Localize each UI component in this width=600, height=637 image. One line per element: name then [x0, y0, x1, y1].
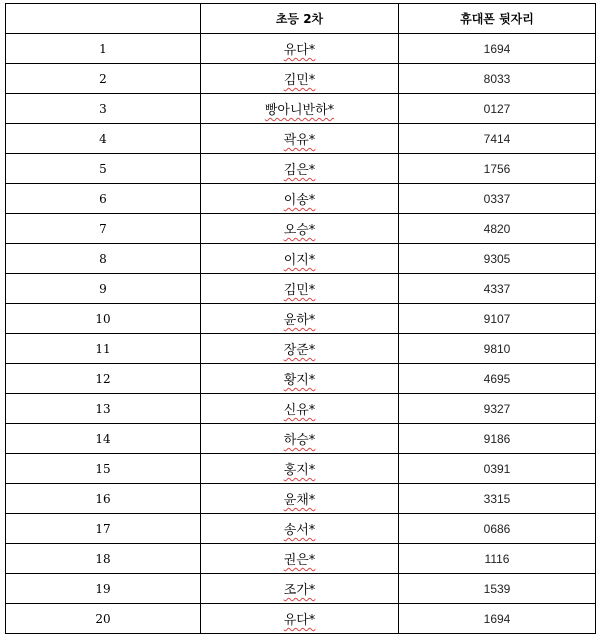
table-row [6, 154, 596, 184]
row-name: 장준* [283, 343, 316, 358]
row-name: 빵아니반하* [264, 103, 335, 118]
row-phone: 0686 [399, 514, 596, 544]
table-header-row [6, 4, 596, 34]
row-phone: 4695 [399, 364, 596, 394]
row-phone: 0337 [399, 184, 596, 214]
row-name-cell [201, 514, 399, 544]
table-row [6, 334, 596, 364]
table-row [6, 544, 596, 574]
row-number: 9 [6, 274, 201, 304]
header-phone: 휴대폰 뒷자리 [399, 4, 596, 34]
header-number [6, 4, 201, 34]
row-number: 17 [6, 514, 201, 544]
row-name-cell [201, 214, 399, 244]
row-phone: 4337 [399, 274, 596, 304]
row-number: 6 [6, 184, 201, 214]
row-phone: 9327 [399, 394, 596, 424]
row-number: 15 [6, 454, 201, 484]
row-name-cell [201, 34, 399, 64]
winners-table [5, 3, 596, 634]
table-row [6, 304, 596, 334]
table-row [6, 484, 596, 514]
table-row [6, 394, 596, 424]
row-phone: 9305 [399, 244, 596, 274]
header-name: 초등 2차 [201, 4, 399, 34]
row-name-cell [201, 94, 399, 124]
row-name: 이지* [283, 253, 316, 268]
table-row [6, 34, 596, 64]
row-name: 곽유* [283, 133, 316, 148]
row-phone: 7414 [399, 124, 596, 154]
row-number: 14 [6, 424, 201, 454]
row-number: 19 [6, 574, 201, 604]
row-name-cell [201, 124, 399, 154]
row-number: 5 [6, 154, 201, 184]
row-name: 조가* [283, 583, 316, 598]
row-number: 12 [6, 364, 201, 394]
row-name-cell [201, 64, 399, 94]
row-name-cell [201, 574, 399, 604]
row-phone: 9107 [399, 304, 596, 334]
row-phone: 0127 [399, 94, 596, 124]
row-name: 신유* [283, 403, 316, 418]
row-name-cell [201, 544, 399, 574]
row-phone: 1694 [399, 604, 596, 634]
row-name: 권은* [283, 553, 316, 568]
row-number: 8 [6, 244, 201, 274]
row-name: 하승* [283, 433, 316, 448]
row-number: 2 [6, 64, 201, 94]
row-phone: 1116 [399, 544, 596, 574]
table-row [6, 124, 596, 154]
row-name: 김민* [283, 73, 316, 88]
row-name: 유다* [283, 613, 316, 628]
table-row [6, 274, 596, 304]
row-name-cell [201, 454, 399, 484]
row-name: 윤채* [283, 493, 316, 508]
row-number: 20 [6, 604, 201, 634]
row-name: 홍지* [283, 463, 316, 478]
row-name: 윤하* [283, 313, 316, 328]
row-phone: 1756 [399, 154, 596, 184]
row-name-cell [201, 154, 399, 184]
table-row [6, 244, 596, 274]
row-number: 3 [6, 94, 201, 124]
row-phone: 4820 [399, 214, 596, 244]
row-name-cell [201, 364, 399, 394]
row-name-cell [201, 484, 399, 514]
table-row [6, 184, 596, 214]
row-name-cell [201, 394, 399, 424]
table-row [6, 454, 596, 484]
row-number: 7 [6, 214, 201, 244]
row-name: 황지* [283, 373, 316, 388]
row-name: 김민* [283, 283, 316, 298]
row-name-cell [201, 424, 399, 454]
row-phone: 8033 [399, 64, 596, 94]
row-name: 유다* [283, 43, 316, 58]
row-number: 18 [6, 544, 201, 574]
row-name: 김은* [283, 163, 316, 178]
row-name-cell [201, 184, 399, 214]
row-phone: 9810 [399, 334, 596, 364]
row-phone: 0391 [399, 454, 596, 484]
row-name-cell [201, 274, 399, 304]
row-name: 오승* [283, 223, 316, 238]
row-phone: 3315 [399, 484, 596, 514]
row-name-cell [201, 604, 399, 634]
row-phone: 1539 [399, 574, 596, 604]
row-name-cell [201, 304, 399, 334]
table-row [6, 94, 596, 124]
table-row [6, 214, 596, 244]
row-number: 1 [6, 34, 201, 64]
table-row [6, 424, 596, 454]
row-number: 4 [6, 124, 201, 154]
table-row [6, 364, 596, 394]
table-row [6, 574, 596, 604]
row-name: 이송* [283, 193, 316, 208]
table-body [6, 34, 596, 634]
table-row [6, 514, 596, 544]
row-number: 13 [6, 394, 201, 424]
table-row [6, 64, 596, 94]
row-name-cell [201, 244, 399, 274]
row-phone: 9186 [399, 424, 596, 454]
row-number: 16 [6, 484, 201, 514]
row-name-cell [201, 334, 399, 364]
row-name: 송서* [283, 523, 316, 538]
row-number: 11 [6, 334, 201, 364]
table-row [6, 604, 596, 634]
row-number: 10 [6, 304, 201, 334]
row-phone: 1694 [399, 34, 596, 64]
